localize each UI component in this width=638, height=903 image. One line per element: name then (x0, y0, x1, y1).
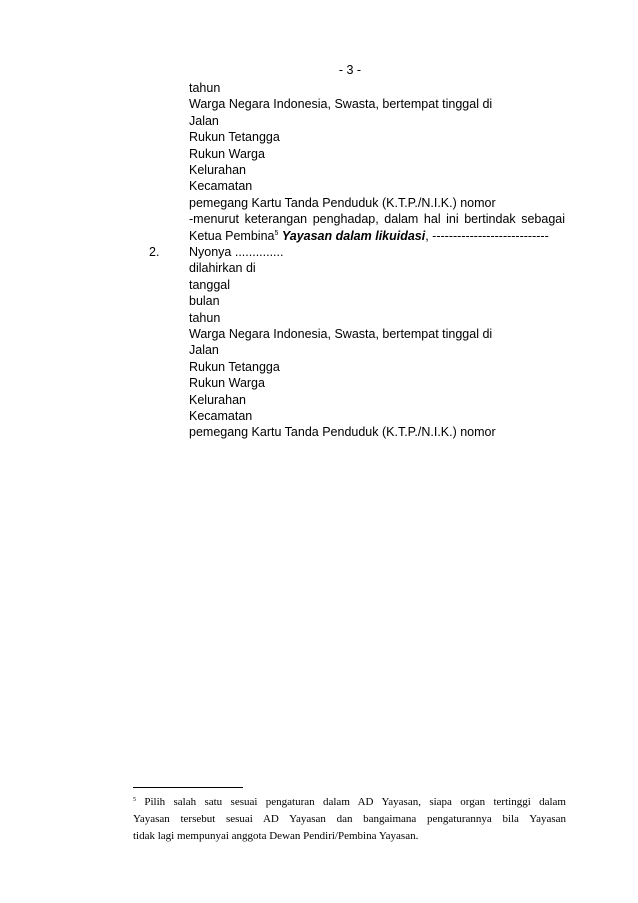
field-nyonya: Nyonya .............. (189, 245, 284, 259)
field-ktp: pemegang Kartu Tanda Penduduk (K.T.P./N.I.K.) nomor (189, 195, 496, 210)
field-menurut-keterangan: -menurut keterangan penghadap, dalam hal ini bertindak sebagai (189, 212, 565, 227)
ketua-dash-fill: , ---------------------------- (425, 228, 549, 243)
footnote-line-2: Yayasan tersebut sesuai AD Yayasan dan bangaimana pengaturannya bila Yayasan (133, 813, 566, 825)
field-kecamatan: Kecamatan (189, 409, 253, 424)
footnote (133, 794, 566, 845)
field-dilahirkan: dilahirkan di (189, 261, 256, 276)
field-kelurahan: Kelurahan (189, 392, 246, 407)
footnote-marker: 5 (133, 797, 136, 803)
field-tahun: tahun (189, 81, 221, 95)
footnote-line-3: tidak lagi mempunyai anggota Dewan Pendiri/Pembina Yayasan. (133, 830, 419, 842)
field-warga-negara: Warga Negara Indonesia, Swasta, bertempat tinggal di (189, 327, 493, 342)
field-ktp: pemegang Kartu Tanda Penduduk (K.T.P./N.I.K.) nomor (189, 425, 496, 440)
field-tahun: tahun (189, 310, 221, 325)
party-1-details (189, 80, 565, 244)
page-number: - 3 - (338, 63, 362, 77)
footnote-text-1: Pilih salah satu sesuai pengaturan dalam AD Yayasan, siapa organ tertinggi dalam (144, 796, 566, 808)
field-jalan: Jalan (189, 343, 219, 358)
footnote-reference: 5 (274, 229, 279, 237)
field-rukun-tetangga: Rukun Tetangga (189, 130, 280, 145)
field-rukun-tetangga: Rukun Tetangga (189, 359, 280, 374)
field-kecamatan: Kecamatan (189, 179, 253, 194)
footnote-separator (133, 787, 243, 788)
field-tanggal: tanggal (189, 277, 231, 292)
field-rukun-warga: Rukun Warga (189, 376, 265, 391)
party-2-number: 2. (149, 245, 160, 259)
field-rukun-warga: Rukun Warga (189, 146, 265, 161)
footnote-line-1 (133, 794, 566, 811)
field-kelurahan: Kelurahan (189, 163, 246, 178)
yayasan-dalam-likuidasi: Yayasan dalam likuidasi (281, 228, 426, 243)
party-2-details (189, 244, 565, 441)
field-warga-negara: Warga Negara Indonesia, Swasta, bertempat tinggal di (189, 97, 493, 112)
ketua-pembina-label: Ketua Pembina (189, 228, 275, 243)
field-jalan: Jalan (189, 113, 219, 128)
field-ketua-pembina (189, 228, 565, 244)
field-bulan: bulan (189, 294, 220, 309)
